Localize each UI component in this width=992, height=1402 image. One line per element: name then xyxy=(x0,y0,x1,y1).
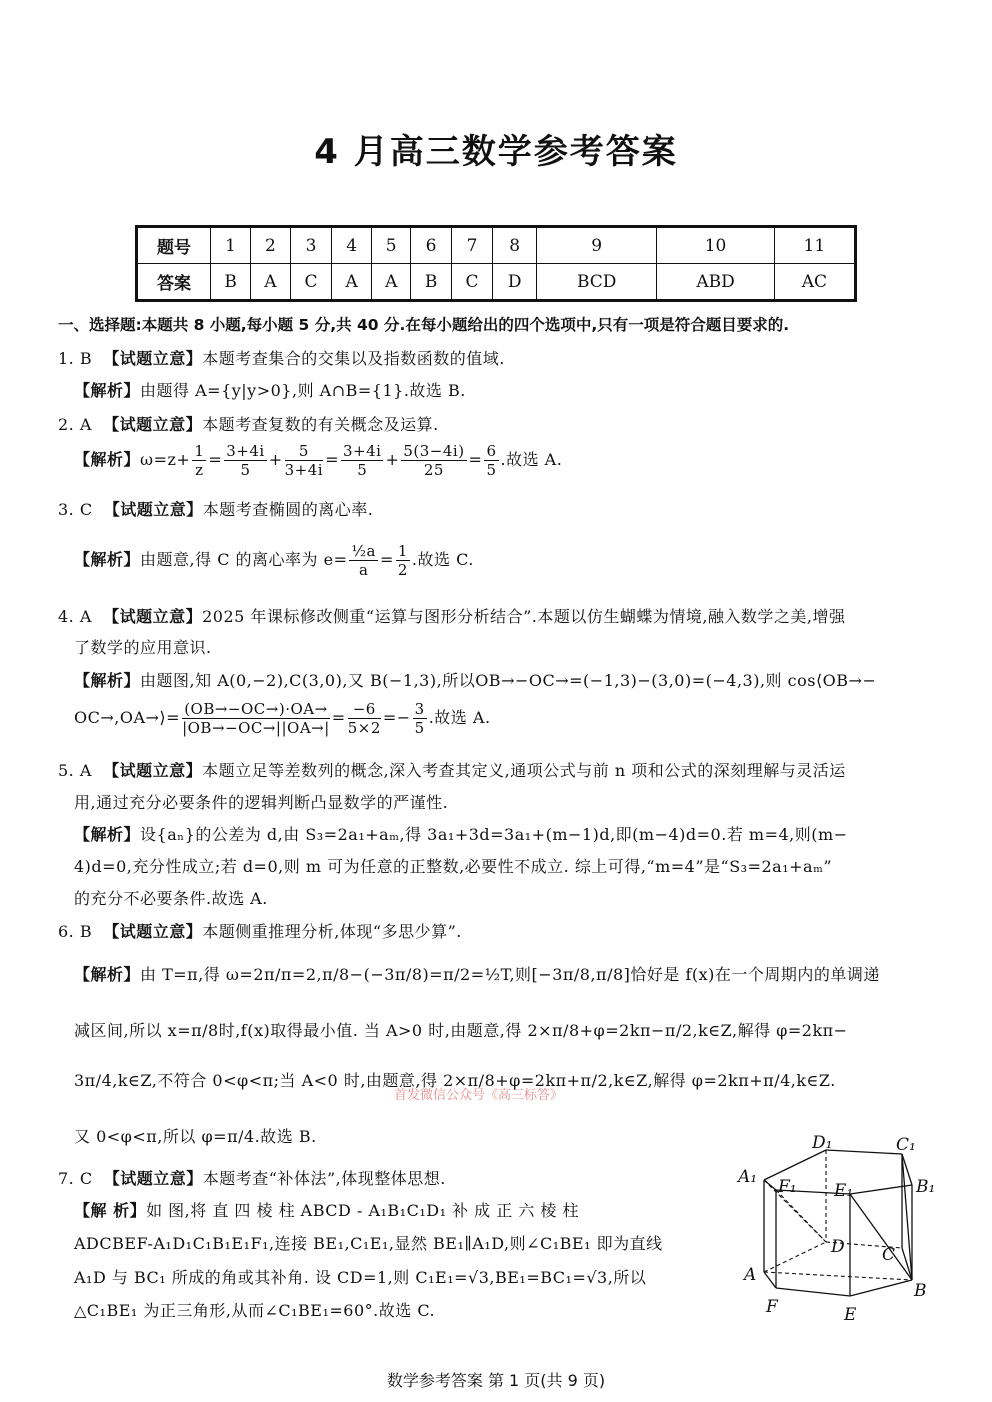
fraction-numerator: 5(3−4i) xyxy=(403,442,465,460)
label-a1: A₁ xyxy=(738,1167,758,1187)
fraction-denominator: |OB→−OC→||OA→| xyxy=(182,719,330,737)
q6-solution-line-1 xyxy=(74,962,880,985)
q5-intent-tag: 【试题立意】 xyxy=(103,761,203,780)
fraction-numerator: 6 xyxy=(486,442,497,460)
table-cell: B xyxy=(211,264,251,301)
q5-intent-line-1 xyxy=(58,758,846,781)
table-cell: 6 xyxy=(411,227,451,264)
q7-intent: 本题考查“补体法”,体现整体思想. xyxy=(202,1169,446,1188)
fraction-numerator: (OB→−OC→)·OA→ xyxy=(182,700,330,719)
q7-intent-tag: 【试题立意】 xyxy=(103,1169,203,1188)
q6-solution-tag: 【解析】 xyxy=(74,965,141,984)
fraction xyxy=(401,442,466,479)
q3-intent-tag: 【试题立意】 xyxy=(103,500,203,519)
q4-intent-line-2: 了数学的应用意识. xyxy=(74,638,212,657)
q5-solution-line-2: 4)d=0,充分性成立;若 d=0,则 m 可为任意的正整数,必要性不成立. 综上可得,“m=4”是“S₃=2a₁+aₘ” xyxy=(74,857,833,876)
table-cell: ABD xyxy=(657,264,774,301)
q4-solution-line-2: OC→,OA→⟩= $\frac{(OB\to-OC\to)\cdot OA\to}{|OB\to-OC\to||OA\to|}$ = $\frac{-6}{5\times 2}$ =− $\frac{3}{5}$ .故选 A. xyxy=(74,700,491,737)
fraction xyxy=(348,700,381,737)
fraction xyxy=(341,442,383,479)
fraction xyxy=(182,700,330,737)
fraction-denominator: 3+4i xyxy=(284,461,324,479)
section-heading: 一、选择题:本题共 8 小题,每小题 5 分,共 40 分.在每小题给出的四个选项中,只有一项是符合题目要求的. xyxy=(58,316,790,334)
table-cell: D xyxy=(493,264,537,301)
edge xyxy=(776,1288,850,1296)
q6-intent: 本题侧重推理分析,体现“多思少算”. xyxy=(202,922,462,941)
table-cell: 5 xyxy=(371,227,411,264)
table-cell: C xyxy=(290,264,332,301)
fraction-denominator: 2 xyxy=(397,561,408,579)
fraction-denominator: 5 xyxy=(240,461,251,479)
q4-solution-1: 由题图,知 A(0,−2),C(3,0),又 B(−1,3),所以OB→−OC→=(−1,3)−(3,0)=(−4,3),则 cos⟨OB→− xyxy=(140,671,877,690)
q1-intent: 本题考查集合的交集以及指数函数的值域. xyxy=(202,349,505,368)
fraction-denominator: 5 xyxy=(357,461,368,479)
q7-intent-line xyxy=(58,1166,446,1189)
label-a: A xyxy=(744,1265,757,1285)
q1-intent-tag: 【试题立意】 xyxy=(103,349,203,368)
hidden-edge xyxy=(776,1190,826,1242)
q6-head: 6. B xyxy=(58,922,93,941)
q7-solution-line-3: A₁D 与 BC₁ 所成的角或其补角. 设 CD=1,则 C₁E₁=√3,BE₁=BC₁=√3,所以 xyxy=(74,1268,647,1287)
q4-solution-tag: 【解析】 xyxy=(74,671,141,690)
q3-intent: 本题考查椭圆的离心率. xyxy=(202,500,374,519)
fraction-numerator: 5 xyxy=(285,442,323,461)
q4-head: 4. A xyxy=(58,607,92,626)
row-label-answer: 答案 xyxy=(137,264,211,301)
label-c: C xyxy=(882,1245,896,1265)
q5-head: 5. A xyxy=(58,761,92,780)
q4-solution-line-1 xyxy=(74,668,876,691)
page-footer: 数学参考答案 第 1 页(共 9 页) xyxy=(386,1371,606,1390)
table-cell: C xyxy=(451,264,493,301)
q6-solution-1: 由 T=π,得 ω=2π/π=2,π/8−(−3π/8)=π/2=½T,则[−3π/8,π/8]恰好是 f(x)在一个周期内的单调递 xyxy=(140,965,880,984)
fraction xyxy=(224,442,266,479)
edge xyxy=(850,1185,912,1194)
fraction xyxy=(396,542,410,579)
q1-solution-tag: 【解析】 xyxy=(74,381,141,400)
table-cell: B xyxy=(411,264,451,301)
label-e: E xyxy=(844,1305,857,1325)
fraction-numerator: 3+4i xyxy=(342,442,382,460)
q3-solution-end: .故选 C. xyxy=(411,550,474,569)
table-cell: A xyxy=(371,264,411,301)
q4-solution-2-start: OC→,OA→⟩= xyxy=(74,708,181,727)
q1-head: 1. B xyxy=(58,349,93,368)
fraction-denominator: z xyxy=(195,461,204,479)
fraction xyxy=(484,442,498,479)
fraction-denominator: a xyxy=(359,561,369,579)
q2-intent-line xyxy=(58,412,439,435)
q5-solution-line-1 xyxy=(74,822,848,845)
edge xyxy=(826,1150,902,1154)
table-cell: 4 xyxy=(332,227,372,264)
q2-solution-tag: 【解析】 xyxy=(74,450,141,469)
table-cell: 8 xyxy=(493,227,537,264)
hidden-edge xyxy=(764,1242,826,1272)
q7-solution-line-1 xyxy=(74,1198,579,1221)
fraction xyxy=(192,442,206,479)
table-cell: 1 xyxy=(211,227,251,264)
watermark-text: 首发微信公众号《高三标答》 xyxy=(394,1088,564,1103)
label-e1: E₁ xyxy=(834,1181,854,1201)
q4-intent-1: 2025 年课标修改侧重“运算与图形分析结合”.本题以仿生蝴蝶为情境,融入数学之美,增强 xyxy=(202,607,846,626)
fraction-denominator: 5 xyxy=(414,719,425,737)
q4-solution-2-end: .故选 A. xyxy=(428,708,491,727)
q3-head: 3. C xyxy=(58,500,93,519)
q6-intent-line xyxy=(58,919,462,942)
answer-row xyxy=(137,264,856,301)
q2-solution-end: .故选 A. xyxy=(500,450,563,469)
table-cell: BCD xyxy=(536,264,656,301)
edge xyxy=(902,1154,912,1280)
label-d1: D₁ xyxy=(812,1133,833,1153)
fraction-denominator: 25 xyxy=(423,461,444,479)
q3-solution-line: 【解析】由题意,得 C 的离心率为 e= $\frac{\text{½a}}{a}$ = $\frac{1}{2}$ .故选 C. xyxy=(74,542,474,579)
table-cell: A xyxy=(332,264,372,301)
q5-intent-1: 本题立足等差数列的概念,深入考查其定义,通项公式与前 n 项和公式的深刻理解与灵活运 xyxy=(202,761,846,780)
q1-solution: 由题得 A={y|y>0},则 A∩B={1}.故选 B. xyxy=(140,381,466,400)
fraction-numerator: 3+4i xyxy=(226,442,265,460)
q4-intent-line-1 xyxy=(58,604,846,627)
q5-solution-line-3: 的充分不必要条件.故选 A. xyxy=(74,889,268,908)
table-cell: 2 xyxy=(251,227,291,264)
hidden-edge xyxy=(764,1272,912,1280)
edge xyxy=(850,1280,912,1296)
q2-solution-line: 【解析】ω=z+ $\frac{1}{z}$ = $\frac{3+4i}{5}$ + $\frac{5}{3+4i}$ = $\frac{3+4i}{5}$ + $\frac{5(3-4i)}{25}$ = $\frac{6}{5}$ .故选 A. xyxy=(74,442,563,479)
q3-solution-tag: 【解析】 xyxy=(74,550,141,569)
table-cell: AC xyxy=(774,264,855,301)
table-cell: 10 xyxy=(657,227,774,264)
q7-solution-tag: 【解 析】 xyxy=(74,1201,147,1220)
q2-head: 2. A xyxy=(58,415,92,434)
q5-solution-tag: 【解析】 xyxy=(74,825,141,844)
label-b: B xyxy=(914,1281,927,1301)
fraction-numerator: −6 xyxy=(348,700,381,719)
label-b1: B₁ xyxy=(916,1177,936,1197)
q1-intent-line xyxy=(58,346,505,369)
edge xyxy=(764,1150,826,1180)
q2-intent: 本题考查复数的有关概念及运算. xyxy=(202,415,439,434)
q2-solution-start: ω=z+ xyxy=(140,450,191,469)
table-cell: 7 xyxy=(451,227,493,264)
q6-solution-line-4: 又 0<φ<π,所以 φ=π/4.故选 B. xyxy=(74,1127,317,1146)
q1-solution-line xyxy=(74,378,466,401)
edge xyxy=(764,1272,776,1288)
q6-intent-tag: 【试题立意】 xyxy=(103,922,203,941)
fraction-numerator: 1 xyxy=(194,442,205,460)
fraction-numerator: 3 xyxy=(414,700,425,718)
table-cell: 11 xyxy=(774,227,855,264)
q7-solution-line-2: ADCBEF-A₁D₁C₁B₁E₁F₁,连接 BE₁,C₁E₁,显然 BE₁∥A₁D,则∠C₁BE₁ 即为直线 xyxy=(74,1234,663,1253)
fraction xyxy=(285,442,323,479)
answer-table xyxy=(135,225,857,302)
q4-intent-tag: 【试题立意】 xyxy=(103,607,203,626)
q3-intent-line xyxy=(58,497,373,520)
row-label-number: 题号 xyxy=(137,227,211,264)
fraction xyxy=(349,542,377,579)
fraction xyxy=(413,700,427,737)
fraction-numerator: 1 xyxy=(397,542,408,560)
label-f1: F₁ xyxy=(778,1177,797,1197)
q5-solution-1: 设{aₙ}的公差为 d,由 S₃=2a₁+aₘ,得 3a₁+3d=3a₁+(m−1)d,即(m−4)d=0.若 m=4,则(m− xyxy=(140,825,848,844)
q5-intent-line-2: 用,通过充分必要条件的逻辑判断凸显数学的严谨性. xyxy=(74,793,449,812)
page-title: 4 月高三数学参考答案 xyxy=(314,132,678,172)
label-d: D xyxy=(831,1237,845,1257)
q7-solution-1: 如 图,将 直 四 棱 柱 ABCD - A₁B₁C₁D₁ 补 成 正 六 棱 柱 xyxy=(146,1201,579,1220)
table-cell: 9 xyxy=(536,227,656,264)
table-cell: A xyxy=(251,264,291,301)
label-f: F xyxy=(766,1297,778,1317)
edge xyxy=(850,1194,912,1280)
q6-solution-line-3: 3π/4,k∈Z,不符合 0<φ<π;当 A<0 时,由题意,得 2×π/8+φ=2kπ+π/2,k∈Z,解得 φ=2kπ+π/4,k∈Z. xyxy=(74,1071,836,1090)
hexagonal-prism-figure xyxy=(736,1130,936,1330)
q7-head: 7. C xyxy=(58,1169,93,1188)
q7-solution-line-4: △C₁BE₁ 为正三角形,从而∠C₁BE₁=60°.故选 C. xyxy=(74,1301,436,1320)
label-c1: C₁ xyxy=(896,1135,916,1155)
fraction-denominator: 5×2 xyxy=(347,719,381,737)
q3-solution-start: 由题意,得 C 的离心率为 e= xyxy=(140,550,348,569)
question-number-row xyxy=(137,227,856,264)
q2-intent-tag: 【试题立意】 xyxy=(103,415,203,434)
fraction-denominator: 5 xyxy=(486,461,497,479)
fraction-numerator: ½a xyxy=(351,542,376,560)
q6-solution-line-2: 减区间,所以 x=π/8时,f(x)取得最小值. 当 A>0 时,由题意,得 2×π/8+φ=2kπ−π/2,k∈Z,解得 φ=2kπ− xyxy=(74,1021,848,1040)
table-cell: 3 xyxy=(290,227,332,264)
